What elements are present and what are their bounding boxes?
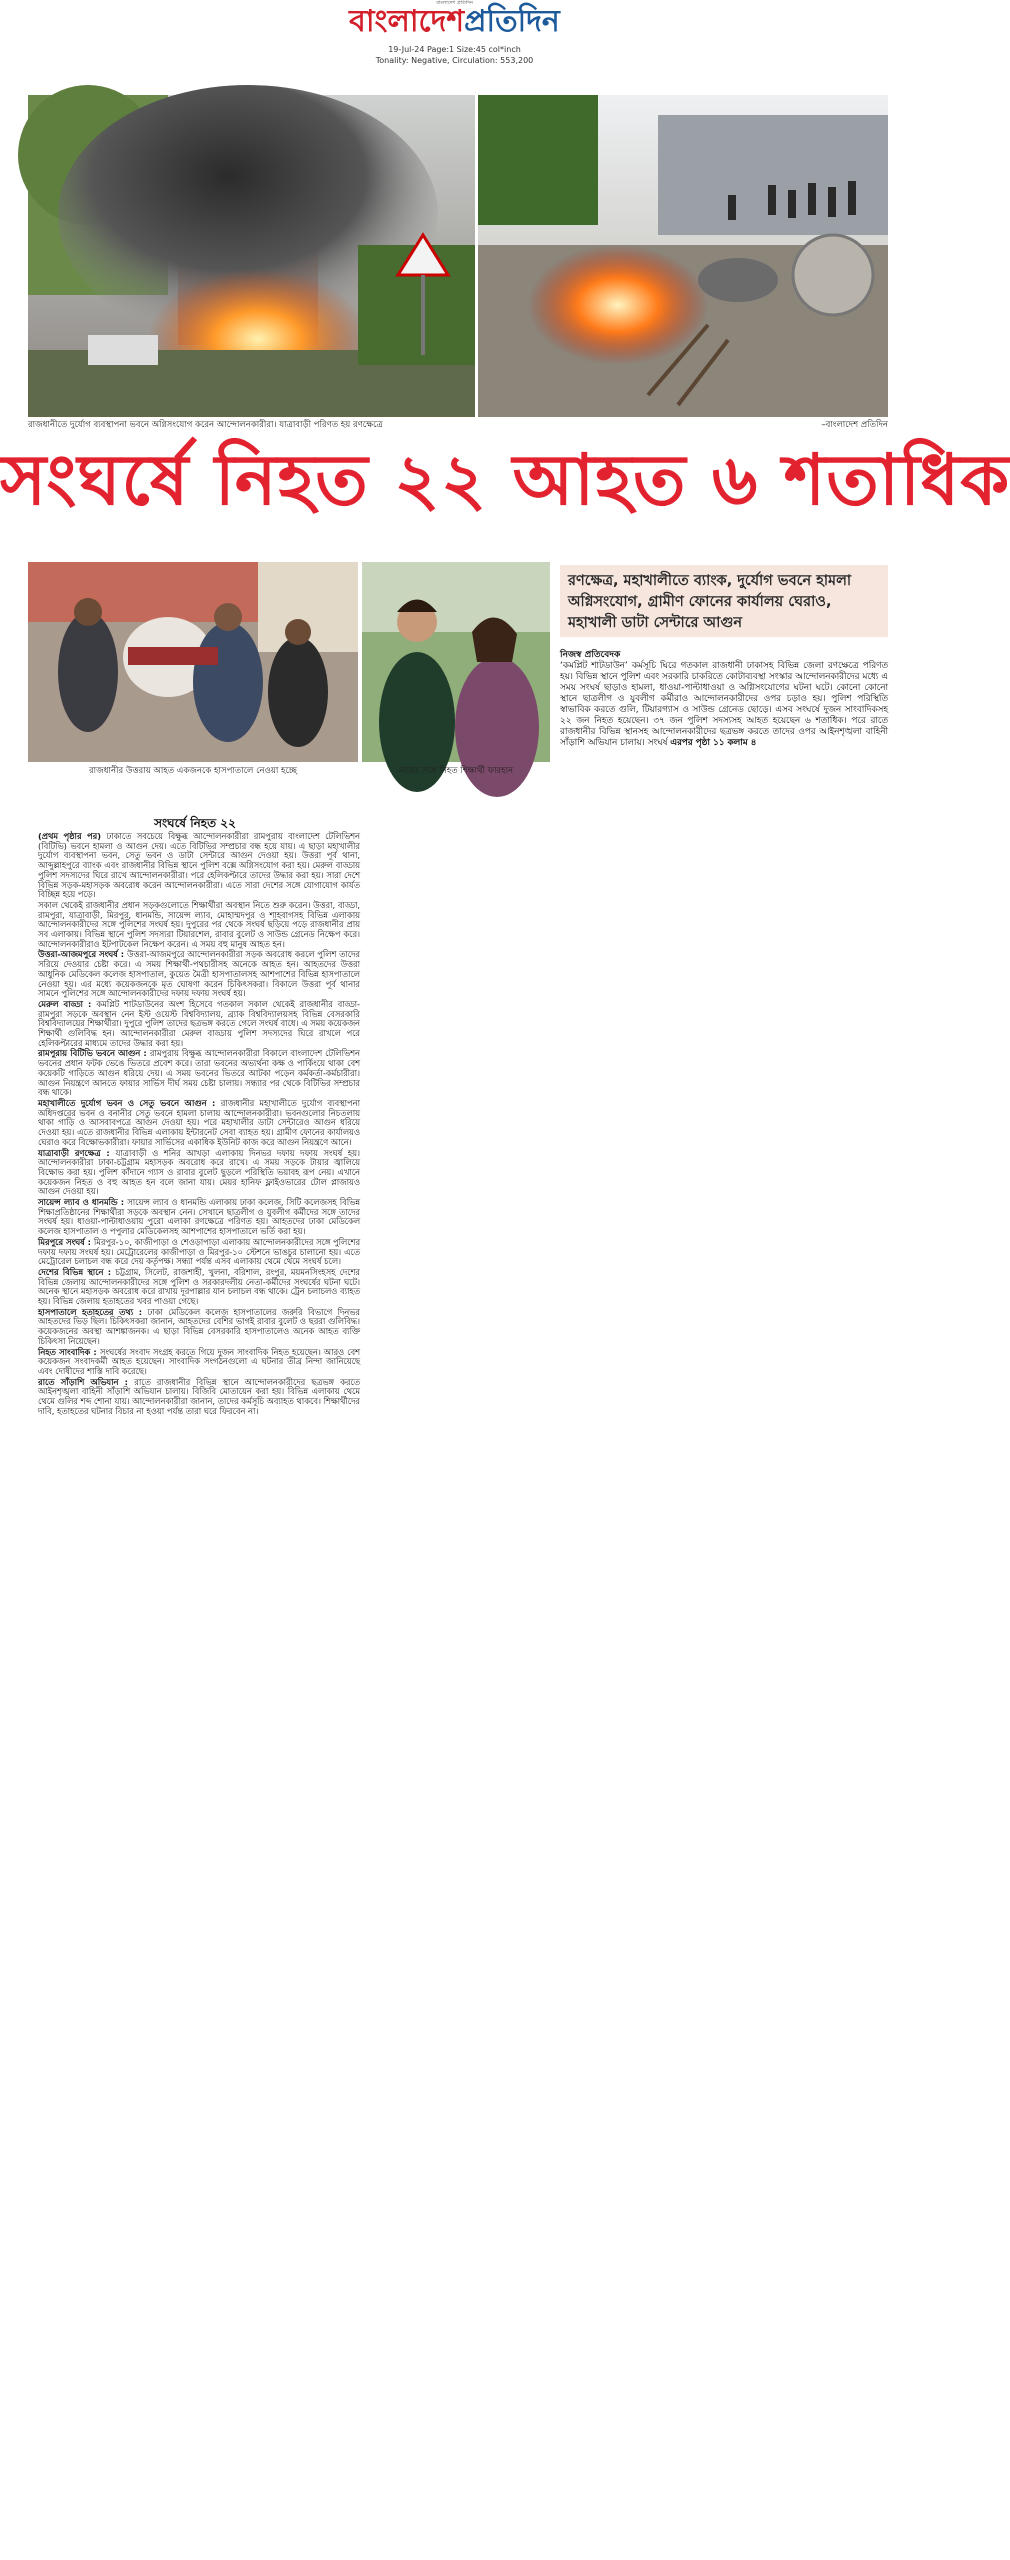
clipping-meta: [0, 44, 909, 66]
article-paragraph: [38, 950, 360, 999]
mid-photo-caption-right: মায়ের সঙ্গে নিহত শিক্ষার্থী ফারহান: [398, 766, 514, 776]
paragraph-text: ঢাকাতে সবচেয়ে বিক্ষুব্ধ আন্দোলনকারীরা রামপুরায় বাংলাদেশ টেলিভিশন (বিটিভি) ভবনে হামলা ও আগুন দেয়। এতে বিটিভির সম্প্রচার বন্ধ হয়ে যায়। এ ছাড়া মহাখালীর দুর্যোগ ব্যবস্থাপনা ভবন, সেতু ভবন ও ডাটা সেন্টারে আগুন দেওয়া হয়। উত্তরা পূর্ব থানা, আব্দুল্লাহপুরে ব্যাংক এবং রাজধানীর বিভিন্ন স্থানে পুলিশ বক্সে অগ্নিসংযোগ করা হয়। মেরুল বাড্ডায় পুলিশ সদস্যদের ঘিরে রাখে আন্দোলনকারীরা। পরে হেলিকপ্টারে তাদের উদ্ধার করা হয়। সারা দেশে বিভিন্ন সড়ক-মহাসড়ক অবরোধ করেন আন্দোলনকারীরা। এতে সারা দেশের সঙ্গে যোগাযোগ কার্যত বিচ্ছিন্ন হয়ে পড়ে।: [38, 831, 360, 900]
photo-injured-carried: [28, 562, 358, 762]
mid-photo-caption-left: রাজধানীর উত্তরায় আহত একজনকে হাসপাতালে নেওয়া হচ্ছে: [89, 766, 297, 776]
paragraph-lead-in: যাত্রাবাড়ী রণক্ষেত্র :: [38, 1147, 116, 1158]
article-paragraph: [38, 832, 360, 900]
paragraph-text: রাতে রাজধানীর বিভিন্ন স্থানে আন্দোলনকারীদের ছত্রভঙ্গ করতে আইনশৃঙ্খলা বাহিনী সাঁড়াশি অভিযান চালায়। বিজিবি মোতায়েন করা হয়। বিভিন্ন এলাকায় থেমে থেমে গুলির শব্দ শোনা যায়। আন্দোলনকারীরা জানান, তাদের কর্মসূচি অব্যাহত থাকবে। শিক্ষার্থীদের দাবি, হতাহতের ঘটনার বিচার না হওয়া পর্যন্ত তারা ঘরে ফিরবেন না।: [38, 1376, 360, 1416]
newspaper-title: [0, 6, 909, 38]
meta-line2: Tonality: Negative, Circulation: 553,200: [375, 56, 534, 65]
paragraph-text: উত্তরা-আজমপুরে আন্দোলনকারীরা সড়ক অবরোধ করলে পুলিশ তাদের সরিয়ে দেওয়ার চেষ্টা করে। এ সময় শিক্ষার্থী-পথচারীসহ অনেকে আহত হন। আহতদের উত্তরা আধুনিক মেডিকেল কলেজ হাসপাতাল, কুয়েত মৈত্রী হাসপাতালসহ আশপাশের বিভিন্ন হাসপাতালে নেওয়া হয়। এর মধ্যে কয়েকজনকে মৃত ঘোষণা করেন চিকিৎসকরা। বিকালে উত্তরা পূর্ব থানার সামনে পুলিশের সঙ্গে আন্দোলনকারীদের দফায় দফায় সংঘর্ষ হয়।: [38, 949, 360, 999]
jump-line: এরপর পৃষ্ঠা ১১ কলাম ৪: [670, 738, 757, 748]
photo-credit: –বাংলাদেশ প্রতিদিন: [821, 420, 888, 430]
title-part2: প্রতিদিন: [464, 4, 560, 39]
top-photo-caption: রাজধানীতে দুর্যোগ ব্যবস্থাপনা ভবনে অগ্নিসংযোগ করেন আন্দোলনকারীরা। যাত্রাবাড়ী পরিণত হয় রণক্ষেত্রে: [28, 420, 383, 430]
paragraph-text: ঢাকা মেডিকেল কলেজ হাসপাতালের জরুরি বিভাগে দিনভর আহতদের ভিড় ছিল। চিকিৎসকরা জানান, আহতদের বেশির ভাগই রাবার বুলেট ও ছররা গুলিবিদ্ধ। কয়েকজনের অবস্থা আশঙ্কাজনক। এ ছাড়া বিভিন্ন বেসরকারি হাসপাতালেও অনেক আহত ব্যক্তি চিকিৎসা নিয়েছেন।: [38, 1306, 361, 1346]
paragraph-lead-in: হাসপাতালে হতাহতের তথ্য :: [38, 1306, 148, 1317]
lead-paragraph: [560, 661, 888, 771]
paragraph-lead-in: নিহত সাংবাদিক :: [38, 1346, 100, 1357]
article-paragraph: [38, 1238, 360, 1267]
masthead-tagline: বাংলাদেশ প্রতিদিন: [436, 0, 473, 6]
paragraph-text: সংঘর্ষের সংবাদ সংগ্রহ করতে গিয়ে দুজন সাংবাদিক নিহত হয়েছেন। আরও বেশ কয়েকজন সংবাদকর্মী আহত হয়েছেন। সাংবাদিক সংগঠনগুলো এ ঘটনার তীব্র নিন্দা জানিয়েছে এবং দোষীদের শাস্তি দাবি করেছে।: [38, 1346, 360, 1376]
article-paragraph: [38, 1049, 360, 1098]
paragraph-lead-in: মেরুল বাড্ডা :: [38, 998, 97, 1009]
paragraph-lead-in: মহাখালীতে দুর্যোগ ভবন ও সেতু ভবনে আগুন :: [38, 1097, 221, 1108]
paragraph-text: রামপুরায় বিক্ষুব্ধ আন্দোলনকারীরা বিকালে বাংলাদেশ টেলিভিশন ভবনের প্রধান ফটক ভেঙে ভিতরে প্রবেশ করে। তারা ভবনের অভ্যর্থনা কক্ষ ও পার্কিংয়ে থাকা বেশ কয়েকটি গাড়িতে আগুন ধরিয়ে দেয়। এ সময় ভবনের ভিতরে আটকা পড়েন কর্মকর্তা-কর্মচারীরা। আগুন নিয়ন্ত্রণে আনতে ফায়ার সার্ভিস দীর্ঘ সময় চেষ্টা চালায়। সন্ধ্যার পর থেকে বিটিভির সম্প্রচার বন্ধ থাকে।: [38, 1048, 360, 1098]
paragraph-lead-in: সায়েন্স ল্যাব ও ধানমন্ডি :: [38, 1197, 128, 1208]
sub-headline: রণক্ষেত্র, মহাখালীতে ব্যাংক, দুর্যোগ ভবনে হামলা অগ্নিসংযোগ, গ্রামীণ ফোনের কার্যালয় ঘেরাও, মহাখালী ডাটা সেন্টারে আগুন: [560, 565, 888, 637]
masthead: [0, 0, 909, 70]
article-paragraph: [38, 1198, 360, 1237]
title-part1: বাংলাদেশ: [349, 4, 465, 39]
paragraph-lead-in: রাতে সাঁড়াশি অভিযান :: [38, 1376, 135, 1387]
paragraph-text: যাত্রাবাড়ী ও শনির আখড়া এলাকায় দিনভর দফায় দফায় সংঘর্ষ হয়। আন্দোলনকারীরা ঢাকা-চট্টগ্রাম মহাসড়ক অবরোধ করে রাখে। এ সময় সড়কে টায়ার জ্বালিয়ে বিক্ষোভ করা হয়। পুলিশ কাঁদানে গ্যাস ও রাবার বুলেট ছুড়লে পরিস্থিতি ভয়াবহ রূপ নেয়। এখানে কয়েকজন নিহত ও বহু আহত হন বলে জানা যায়। মেয়র হানিফ ফ্লাইওভারের টোল প্লাজায়ও আগুন দেওয়া হয়।: [38, 1147, 360, 1197]
paragraph-lead-in: দেশের বিভিন্ন স্থানে :: [38, 1266, 116, 1277]
paragraph-text: কমপ্লিট শাটডাউনের অংশ হিসেবে গতকাল সকাল থেকেই রাজধানীর বাড্ডা-রামপুরা সড়কে অবস্থান নেন ইস্ট ওয়েস্ট বিশ্ববিদ্যালয়, ব্র্যাক বিশ্ববিদ্যালয়সহ বিভিন্ন বেসরকারি বিশ্ববিদ্যালয়ের শিক্ষার্থীরা। দুপুরে পুলিশ তাদের ছত্রভঙ্গ করতে গেলে সংঘর্ষ বাধে। এ সময় কয়েকজন শিক্ষার্থী গুলিবিদ্ধ হন। আন্দোলনকারীরা মেরুল বাড্ডায় পুলিশ সদস্যদের ঘিরে রাখলে পরে হেলিকপ্টারের মাধ্যমে তাদের উদ্ধার করা হয়।: [38, 998, 361, 1048]
lead-text: ‘কমপ্লিট শাটডাউন’ কর্মসূচি ঘিরে গতকাল রাজধানী ঢাকাসহ বিভিন্ন জেলা রণক্ষেত্রে পরিণত হয়। বিভিন্ন স্থানে পুলিশ এবং সরকারি চাকরিতে কোটাব্যবস্থা সংস্কার আন্দোলনকারীদের মধ্যে এ সময় সংঘর্ষ ছাড়াও হামলা, ধাওয়া-পাল্টাধাওয়া ও অগ্নিসংযোগের ঘটনা ঘটে। কোনো কোনো স্থানে ছাত্রলীগ ও যুবলীগ কর্মীরাও আন্দোলনকারীদের ওপর চড়াও হয়। পুলিশ পরিস্থিতি স্বাভাবিক করতে গুলি, টিয়ারগ্যাস ও সাউন্ড গ্রেনেড ছোড়ে। এসব সংঘর্ষে দুজন সাংবাদিকসহ ২২ জন নিহত হয়েছেন। ৩৭ জন পুলিশ সদস্যসহ আহত হয়েছেন ৬ শতাধিক। পরে রাতে রাজধানীর বিভিন্ন স্থানসহ আন্দোলনকারীদের ছত্রভঙ্গ করতে তাদের ওপর আইনশৃঙ্খলা বাহিনী সাঁড়াশি অভিযান চালায়। সংঘর্ষ: [560, 661, 888, 748]
paragraph-text: সকাল থেকেই রাজধানীর প্রধান সড়কগুলোতে শিক্ষার্থীরা অবস্থান নিতে শুরু করেন। উত্তরা, বাড্ডা, রামপুরা, যাত্রাবাড়ী, মিরপুর, ধানমন্ডি, সায়েন্স ল্যাব, মোহাম্মদপুর ও শাহবাগসহ বিভিন্ন এলাকায় আন্দোলনকারীদের সঙ্গে পুলিশের সংঘর্ষ হয়। দুপুরের পর থেকে সংঘর্ষ ছড়িয়ে পড়ে রাজধানীর প্রায় সব এলাকায়। বিভিন্ন স্থানে পুলিশ সদস্যরা টিয়ারশেল, রাবার বুলেট ও সাউন্ড গ্রেনেড নিক্ষেপ করে। আন্দোলনকারীরাও ইটপাটকেল নিক্ষেপ করেন। এ সময় বহু মানুষ আহত হন।: [38, 899, 360, 949]
article-paragraph: [38, 1099, 360, 1148]
continuation-title: সংঘর্ষে নিহত ২২: [154, 816, 236, 830]
photo-mother-son: [362, 562, 550, 762]
photo-fire-building: [28, 95, 475, 417]
main-headline: সংঘর্ষে নিহত ২২ আহত ৬ শতাধিক: [0, 439, 1010, 521]
photo-street-fire: [478, 95, 888, 417]
paragraph-text: মিরপুর-১০, কাজীপাড়া ও শেওড়াপাড়া এলাকায় আন্দোলনকারীদের সঙ্গে পুলিশের দফায় দফায় সংঘর্ষ হয়। মেট্রোরেলের কাজীপাড়া ও মিরপুর-১০ স্টেশনে ভাঙচুর চালানো হয়। এতে মেট্রোরেল চলাচল বন্ধ করে দেয় কর্তৃপক্ষ। সন্ধ্যা পর্যন্ত এসব এলাকায় থেমে থেমে সংঘর্ষ চলে।: [38, 1236, 361, 1267]
paragraph-text: রাজধানীর মহাখালীতে দুর্যোগ ব্যবস্থাপনা অধিদপ্তরের ভবন ও বনানীর সেতু ভবনে হামলা চালায় আন্দোলনকারীরা। ভবনগুলোর নিচতলায় থাকা গাড়ি ও আসবাবপত্রে আগুন দেওয়া হয়। পরে মহাখালীর ডাটা সেন্টারেও আগুন ধরিয়ে দেওয়া হয়। এতে রাজধানীর বিভিন্ন এলাকায় ইন্টারনেট সেবা ব্যাহত হয়। গ্রামীণ ফোনের কার্যালয়ও ঘেরাও করে বিক্ষোভকারীরা। ফায়ার সার্ভিসের একাধিক ইউনিট কাজ করে আগুন নিয়ন্ত্রণে আনে।: [38, 1097, 360, 1147]
paragraph-lead-in: (প্রথম পৃষ্ঠার পর): [38, 831, 107, 841]
paragraph-lead-in: মিরপুরে সংঘর্ষ :: [38, 1236, 94, 1247]
meta-line1: 19-Jul-24 Page:1 Size:45 col*inch: [388, 45, 521, 54]
article-paragraph: [38, 1149, 360, 1198]
article-paragraph: [38, 1378, 360, 1417]
article-paragraph: [38, 1348, 360, 1377]
paragraph-lead-in: রামপুরায় বিটিভি ভবনে আগুন :: [38, 1048, 150, 1059]
article-paragraph: [38, 1308, 360, 1347]
continuation-body: [38, 832, 360, 2537]
article-paragraph: [38, 1000, 360, 1049]
paragraph-text: সায়েন্স ল্যাব ও ধানমন্ডি এলাকায় ঢাকা কলেজ, সিটি কলেজসহ বিভিন্ন শিক্ষাপ্রতিষ্ঠানের শিক্ষার্থীরা সড়কে অবস্থান নেন। সেখানে ছাত্রলীগ ও যুবলীগ কর্মীদের সঙ্গে তাদের সংঘর্ষ হয়। ধাওয়া-পাল্টাধাওয়ায় পুরো এলাকা রণক্ষেত্রে পরিণত হয়। আহতদের ঢাকা মেডিকেল কলেজ হাসপাতাল ও পপুলার মেডিকেলসহ আশপাশের হাসপাতালে ভর্তি করা হয়।: [38, 1197, 360, 1237]
paragraph-text: চট্টগ্রাম, সিলেট, রাজশাহী, খুলনা, বরিশাল, রংপুর, ময়মনসিংহসহ দেশের বিভিন্ন জেলায় আন্দোলনকারীদের সঙ্গে পুলিশ ও সরকারদলীয় নেতা-কর্মীদের সংঘর্ষের ঘটনা ঘটে। অনেক স্থানে মহাসড়ক অবরোধ করে রাখায় দূরপাল্লার যান চলাচল বন্ধ থাকে। ট্রেন চলাচলও ব্যাহত হয়। বিভিন্ন জেলায় হতাহতের খবর পাওয়া গেছে।: [38, 1266, 361, 1307]
article-paragraph: [38, 1268, 360, 1307]
paragraph-lead-in: উত্তরা-আজমপুরে সংঘর্ষ :: [38, 949, 127, 960]
article-paragraph: [38, 901, 360, 950]
byline: নিজস্ব প্রতিবেদক: [560, 650, 621, 660]
